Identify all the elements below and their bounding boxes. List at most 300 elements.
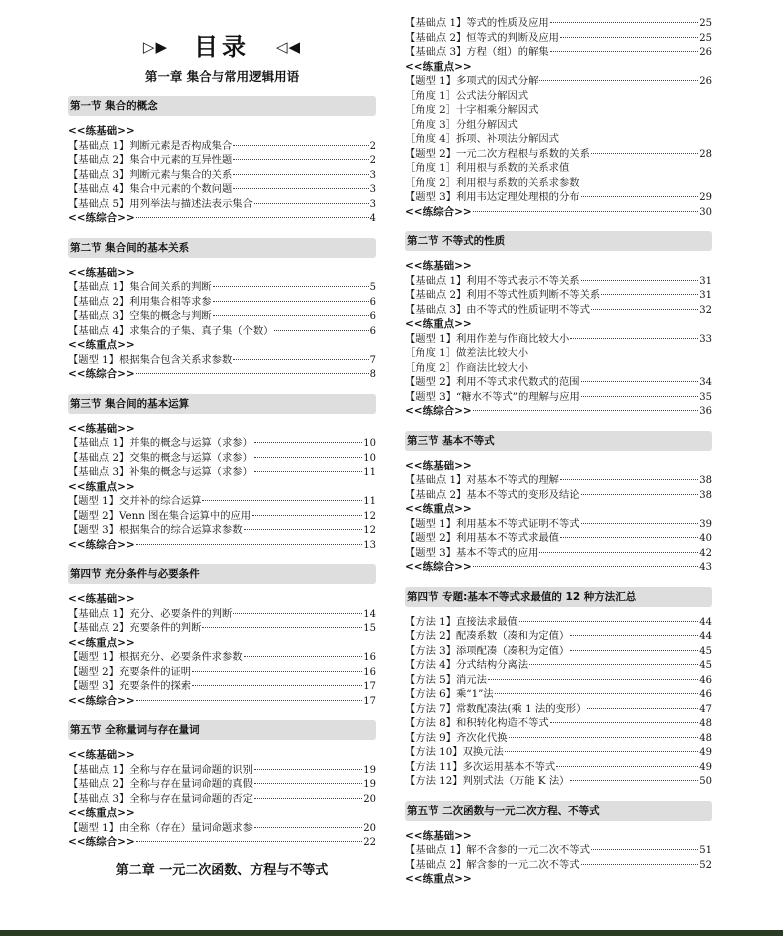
toc-entry[interactable] [68, 139, 376, 154]
toc-header [68, 0, 376, 62]
group-heading: <<练基础>> [68, 422, 135, 435]
group-heading[interactable] [68, 694, 376, 709]
dot-leader [213, 286, 369, 287]
page-number: 34 [699, 377, 712, 388]
dot-leader [136, 700, 363, 701]
entry-label: 【基础点 5】用列举法与描述法表示集合 [68, 197, 253, 210]
chapter-title: 第一章 集合与常用逻辑用语 [144, 69, 300, 84]
toc-entry[interactable] [68, 821, 376, 836]
dot-leader [581, 523, 699, 524]
group-label: <<练综合>> [405, 205, 472, 218]
dot-leader [233, 145, 368, 146]
page-number: 52 [699, 859, 712, 871]
dot-leader [581, 196, 699, 197]
page-number: 7 [369, 354, 376, 366]
page-number: 48 [699, 732, 712, 744]
section-title: 第一节 集合的概念 [68, 96, 376, 116]
page-number: 51 [699, 845, 712, 856]
entry-label: 【基础点 2】利用集合相等求参 [68, 295, 212, 308]
dot-leader [254, 827, 362, 828]
toc-entry[interactable] [68, 494, 376, 509]
toc-entry[interactable] [405, 843, 712, 858]
toc-entry[interactable] [405, 858, 712, 873]
group-label: <<练综合>> [405, 405, 472, 417]
page-number: 11 [363, 467, 376, 478]
section-gap [405, 575, 712, 587]
dot-leader [591, 849, 698, 850]
dot-leader [509, 737, 699, 738]
toc-entry[interactable] [68, 650, 376, 665]
toc-entry[interactable] [68, 451, 376, 466]
page-number: 49 [699, 761, 712, 773]
toc-subentry[interactable] [405, 161, 712, 176]
group-heading: <<练重点>> [68, 480, 135, 493]
dot-leader [233, 159, 368, 160]
page-number: 22 [363, 837, 376, 848]
left-sections [68, 96, 376, 850]
group-label: <<练综合>> [68, 212, 135, 224]
entry-label: 【方法 5】消元法 [405, 673, 487, 686]
dot-leader [192, 671, 362, 672]
entry-label: 【方法 6】乘“1”法 [405, 688, 494, 700]
dot-leader [254, 783, 362, 784]
page-number: 35 [699, 391, 712, 403]
entry-label: 【方法 7】常数配凑法(乘 1 法的变形） [405, 702, 587, 715]
toc-entry[interactable] [405, 375, 712, 390]
entry-label: 【方法 4】分式结构分离法 [405, 659, 529, 671]
entry-label: 【方法 11】多次运用基本不等式 [405, 760, 556, 773]
dot-leader [254, 798, 362, 799]
page-number: 26 [699, 47, 712, 58]
page-number: 32 [699, 304, 712, 316]
group-label: <<练综合>> [405, 561, 472, 573]
dot-leader [254, 457, 362, 458]
toc-subentry[interactable] [405, 118, 712, 133]
right-column [405, 0, 712, 887]
toc-subentry[interactable] [405, 176, 712, 191]
entry-label: 【题型 1】多项式的因式分解 [405, 75, 539, 87]
page-number: 16 [363, 666, 376, 678]
toc-subentry[interactable] [405, 346, 712, 361]
entry-label: 【基础点 3】方程（组）的解集 [405, 46, 549, 58]
toc-entry[interactable] [405, 390, 712, 405]
toc-subentry[interactable] [405, 103, 712, 118]
dot-leader [550, 51, 699, 52]
dot-leader [570, 338, 698, 339]
entry-label: 【方法 3】添项配凑（凑积为定值） [405, 644, 570, 657]
page-number: 30 [699, 206, 712, 218]
dot-leader [244, 529, 363, 530]
dot-leader [136, 217, 369, 218]
entry-label: ［角度 2］利用根与系数的关系求参数 [405, 176, 580, 189]
entry-label: 【题型 2】一元二次方程根与系数的关系 [405, 147, 590, 160]
toc-entry[interactable] [68, 295, 376, 310]
toc-entry[interactable] [405, 731, 712, 746]
group-heading[interactable] [405, 560, 712, 575]
entry-label: 【基础点 2】全称与存在量词命题的真假 [68, 778, 253, 790]
page-number: 6 [369, 296, 376, 308]
toc-entry[interactable] [405, 303, 712, 318]
dot-leader [560, 479, 698, 480]
dot-leader [539, 80, 698, 81]
entry-label: 【题型 2】Venn 图在集合运算中的应用 [68, 509, 252, 522]
page-number: 25 [699, 18, 712, 29]
toc-entry[interactable] [405, 760, 712, 775]
toc-entry[interactable] [405, 745, 712, 760]
toc-subentry[interactable] [405, 361, 712, 376]
entry-label: 【基础点 2】基本不等式的变形及结论 [405, 488, 580, 501]
group-heading: <<练重点>> [405, 60, 472, 73]
entry-label: 【方法 12】判别式法（万能 K 法） [405, 775, 570, 787]
dot-leader [587, 708, 698, 709]
dot-leader [213, 301, 369, 302]
page-number: 46 [699, 689, 712, 700]
page-number: 12 [363, 510, 376, 522]
page-number: 2 [369, 155, 376, 166]
page-number: 11 [363, 496, 376, 507]
toc-entry[interactable] [405, 31, 712, 46]
dot-leader [136, 841, 363, 842]
page-number: 19 [363, 779, 376, 790]
dot-leader [254, 442, 362, 443]
page-number: 14 [363, 608, 376, 620]
toc-title: 目录 [194, 33, 250, 61]
entry-label: ［角度 1］利用根与系数的关系求值 [405, 162, 570, 174]
toc-subentry[interactable] [405, 132, 712, 147]
toc-entry[interactable] [405, 16, 712, 31]
dot-leader [519, 621, 698, 622]
section-gap [68, 708, 376, 720]
toc-entry[interactable] [68, 607, 376, 622]
entry-label: ［角度 3］分组分解因式 [405, 118, 518, 131]
group-label: <<练综合>> [68, 694, 135, 707]
page-number: 19 [363, 764, 376, 776]
dot-leader [581, 381, 699, 382]
page-number: 47 [699, 703, 712, 715]
entry-label: 【题型 2】利用不等式求代数式的范围 [405, 376, 580, 388]
toc-entry[interactable] [405, 190, 712, 205]
dot-leader [495, 693, 699, 694]
toc-entry[interactable] [405, 702, 712, 717]
page-number: 16 [363, 652, 376, 663]
chapter-title: 第二章 一元二次函数、方程与不等式 [115, 862, 329, 878]
entry-label: 【题型 3】利用韦达定理处理根的分布 [405, 191, 580, 203]
section-title: 第五节 二次函数与一元二次方程、不等式 [405, 801, 712, 821]
entry-label: 【基础点 1】充分、必要条件的判断 [68, 607, 233, 620]
entry-label: 【题型 3】“糖水不等式”的理解与应用 [405, 390, 580, 403]
toc-entry[interactable] [405, 274, 712, 289]
toc-entry[interactable] [405, 658, 712, 673]
dot-leader [136, 544, 363, 545]
page-number: 13 [363, 539, 376, 551]
group-heading[interactable] [68, 367, 376, 382]
entry-label: 【基础点 4】求集合的子集、真子集（个数） [68, 324, 274, 337]
dot-leader [539, 552, 698, 553]
group-heading: <<练基础>> [405, 260, 472, 272]
toc-entry[interactable] [405, 629, 712, 644]
dot-leader [192, 685, 362, 686]
entry-label: 【题型 2】利用基本不等式求最值 [405, 532, 559, 544]
toc-entry[interactable] [68, 777, 376, 792]
entry-label: 【基础点 4】集合中元素的个数问题 [68, 183, 233, 195]
right-top-entries [405, 0, 712, 219]
page-number: 5 [369, 282, 376, 293]
entry-label: 【基础点 2】恒等式的判断及应用 [405, 31, 559, 44]
group-label: <<练综合>> [68, 368, 135, 380]
dot-leader [244, 656, 363, 657]
group-heading[interactable] [405, 205, 712, 220]
dot-leader [473, 211, 699, 212]
section-title: 第五节 全称量词与存在量词 [68, 720, 376, 740]
toc-entry[interactable] [68, 309, 376, 324]
page-number: 36 [699, 406, 712, 417]
entry-label: 【基础点 2】利用不等式性质判断不等关系 [405, 289, 601, 301]
dot-leader [560, 537, 698, 538]
entry-label: ［角度 1］公式法分解因式 [405, 89, 529, 102]
dot-leader [213, 315, 369, 316]
page-number: 6 [369, 325, 376, 337]
page-number: 2 [369, 140, 376, 152]
dot-leader [505, 751, 699, 752]
section-title: 第二节 不等式的性质 [405, 231, 712, 251]
toc-entry[interactable] [68, 324, 376, 339]
dot-leader [591, 153, 698, 154]
entry-label: 【基础点 1】对基本不等式的理解 [405, 474, 559, 486]
toc-entry[interactable] [68, 182, 376, 197]
left-column [68, 0, 376, 880]
page-number: 15 [363, 623, 376, 634]
page-number: 39 [699, 518, 712, 530]
entry-label: ［角度 2］作商法比较大小 [405, 361, 529, 374]
page-number: 50 [699, 776, 712, 787]
page-number: 17 [363, 681, 376, 692]
section-title: 第二节 集合间的基本关系 [68, 238, 376, 258]
group-heading[interactable] [68, 538, 376, 553]
group-label: <<练综合>> [68, 538, 135, 551]
toc-entry[interactable] [405, 644, 712, 659]
page-number: 6 [369, 311, 376, 322]
page-number: 17 [363, 695, 376, 707]
entry-label: 【基础点 1】全称与存在量词命题的识别 [68, 763, 253, 776]
entry-label: 【题型 1】根据集合包含关系求参数 [68, 353, 233, 366]
page-number: 20 [363, 793, 376, 805]
dot-leader [550, 22, 699, 23]
dot-leader [556, 766, 698, 767]
page-number: 20 [363, 822, 376, 834]
group-heading[interactable] [68, 835, 376, 850]
entry-label: 【题型 3】根据集合的综合运算求参数 [68, 524, 243, 536]
group-heading[interactable] [405, 404, 712, 419]
toc-entry[interactable] [405, 488, 712, 503]
entry-label: 【基础点 1】解不含参的一元二次不等式 [405, 844, 590, 856]
toc-entry[interactable] [405, 615, 712, 630]
toc-entry[interactable] [68, 465, 376, 480]
toc-entry[interactable] [405, 673, 712, 688]
group-heading: <<练重点>> [405, 318, 472, 330]
toc-entry[interactable] [68, 523, 376, 538]
dot-leader [529, 664, 698, 665]
entry-label: 【基础点 1】并集的概念与运算（求参） [68, 437, 253, 449]
entry-label: 【基础点 2】充要条件的判断 [68, 622, 202, 634]
dot-leader [473, 566, 699, 567]
page-number: 3 [369, 169, 376, 181]
entry-label: ［角度 4］拆项、补项法分解因式 [405, 133, 559, 145]
entry-label: 【题型 2】充要条件的证明 [68, 665, 192, 678]
group-heading: <<练重点>> [405, 873, 472, 885]
group-heading: <<练基础>> [68, 593, 135, 605]
toc-subentry[interactable] [405, 89, 712, 104]
group-heading: <<练重点>> [68, 807, 135, 819]
dot-leader [254, 203, 369, 204]
toc-entry[interactable] [405, 45, 712, 60]
toc-entry[interactable] [68, 665, 376, 680]
dot-leader [473, 410, 699, 411]
entry-label: 【基础点 2】集合中元素的互异性题 [68, 154, 233, 166]
toc-entry[interactable] [405, 546, 712, 561]
toc-entry[interactable] [68, 763, 376, 778]
page-number: 49 [699, 747, 712, 758]
toc-entry[interactable] [68, 153, 376, 168]
page-number: 38 [699, 475, 712, 486]
dot-leader [233, 174, 368, 175]
page-number: 44 [699, 616, 712, 628]
dot-leader [591, 309, 698, 310]
entry-label: 【题型 1】交并补的综合运算 [68, 495, 202, 507]
entry-label: 【题型 1】根据充分、必要条件求参数 [68, 651, 243, 663]
toc-entry[interactable] [68, 353, 376, 368]
toc-entry[interactable] [68, 621, 376, 636]
toc-entry[interactable] [405, 288, 712, 303]
entry-label: 【基础点 3】补集的概念与运算（求参） [68, 466, 253, 478]
dot-leader [233, 613, 362, 614]
entry-label: 【方法 9】齐次化代换 [405, 731, 508, 744]
entry-label: 【基础点 3】空集的概念与判断 [68, 310, 212, 322]
toc-entry[interactable] [405, 473, 712, 488]
section-gap [405, 419, 712, 431]
group-heading: <<练基础>> [405, 459, 472, 472]
toc-entry[interactable] [68, 197, 376, 212]
page-number: 28 [699, 148, 712, 160]
entry-label: 【基础点 3】全称与存在量词命题的否定 [68, 792, 253, 805]
group-heading: <<练重点>> [68, 636, 135, 649]
section-gap [405, 219, 712, 231]
group-heading: <<练基础>> [68, 125, 135, 137]
page-number: 38 [699, 489, 712, 501]
entry-label: 【基础点 2】交集的概念与运算（求参） [68, 451, 253, 464]
dot-leader [550, 722, 699, 723]
page-number: 29 [699, 192, 712, 203]
page-number: 48 [699, 718, 712, 729]
entry-label: ［角度 1］做差法比较大小 [405, 347, 529, 359]
page-number: 31 [699, 275, 712, 287]
page-number: 10 [363, 438, 376, 449]
section-gap [68, 382, 376, 394]
toc-entry[interactable] [405, 332, 712, 347]
dot-leader [488, 679, 698, 680]
toc-entry[interactable] [68, 792, 376, 807]
dot-leader [233, 359, 368, 360]
page-number: 43 [699, 562, 712, 573]
section-gap [68, 552, 376, 564]
entry-label: 【方法 1】直接法求最值 [405, 615, 518, 628]
dot-leader [252, 515, 362, 516]
page-number: 26 [699, 76, 712, 87]
group-heading: <<练重点>> [68, 339, 135, 351]
page-number: 12 [363, 525, 376, 536]
toc-entry[interactable] [68, 436, 376, 451]
dot-leader [254, 471, 362, 472]
page-number: 42 [699, 547, 712, 559]
group-heading: <<练重点>> [405, 503, 472, 515]
dot-leader [202, 500, 362, 501]
entry-label: 【基础点 1】等式的性质及应用 [405, 17, 549, 29]
toc-entry[interactable] [68, 280, 376, 295]
entry-label: 【题型 1】利用基本不等式证明不等式 [405, 517, 580, 530]
dot-leader [581, 864, 699, 865]
entry-label: 【基础点 3】由不等式的性质证明不等式 [405, 303, 590, 316]
section-gap [68, 226, 376, 238]
toc-entry[interactable] [405, 687, 712, 702]
section-title: 第四节 充分条件与必要条件 [68, 564, 376, 584]
entry-label: 【题型 1】由全称（存在）量词命题求参 [68, 821, 253, 834]
toc-entry[interactable] [68, 679, 376, 694]
toc-entry[interactable] [405, 774, 712, 789]
entry-label: 【基础点 1】集合间关系的判断 [68, 281, 212, 293]
dot-leader [601, 294, 698, 295]
toc-entry[interactable] [68, 509, 376, 524]
entry-label: ［角度 2］十字相乘分解因式 [405, 104, 539, 116]
page-number: 10 [363, 452, 376, 464]
toc-entry[interactable] [405, 531, 712, 546]
entry-label: 【基础点 1】判断元素是否构成集合 [68, 139, 233, 152]
toc-entry[interactable] [405, 74, 712, 89]
group-heading: <<练基础>> [68, 266, 135, 279]
dot-leader [136, 373, 369, 374]
entry-label: 【方法 8】和积转化构造不等式 [405, 717, 549, 729]
dot-leader [581, 280, 699, 281]
page-footer-bar [0, 930, 783, 936]
page-number: 25 [699, 32, 712, 44]
toc-entry[interactable] [68, 168, 376, 183]
section-title: 第四节 专题:基本不等式求最值的 12 种方法汇总 [405, 587, 712, 607]
group-label: <<练综合>> [68, 836, 135, 848]
dot-leader [254, 769, 362, 770]
toc-entry[interactable] [405, 517, 712, 532]
entry-label: 【基础点 3】判断元素与集合的关系 [68, 168, 233, 181]
right-sections [405, 219, 712, 887]
page-number: 46 [699, 674, 712, 686]
dot-leader [233, 188, 368, 189]
dot-leader [581, 494, 699, 495]
dot-leader [202, 627, 362, 628]
toc-entry[interactable] [405, 147, 712, 162]
entry-label: 【题型 1】利用作差与作商比较大小 [405, 332, 570, 345]
entry-label: 【方法 10】双换元法 [405, 746, 504, 758]
entry-label: 【题型 3】基本不等式的应用 [405, 546, 539, 559]
dot-leader [581, 396, 698, 397]
group-heading[interactable] [68, 211, 376, 226]
dot-leader [274, 330, 368, 331]
page-number: 8 [369, 369, 376, 380]
page-number: 3 [369, 198, 376, 210]
dot-leader [570, 780, 698, 781]
toc-entry[interactable] [405, 716, 712, 731]
right-arrow-icon: ▷▶ [142, 38, 168, 56]
entry-label: 【题型 3】充要条件的探索 [68, 680, 192, 692]
entry-label: 【基础点 1】利用不等式表示不等关系 [405, 274, 580, 287]
page-number: 44 [699, 631, 712, 642]
section-title: 第三节 基本不等式 [405, 431, 712, 451]
